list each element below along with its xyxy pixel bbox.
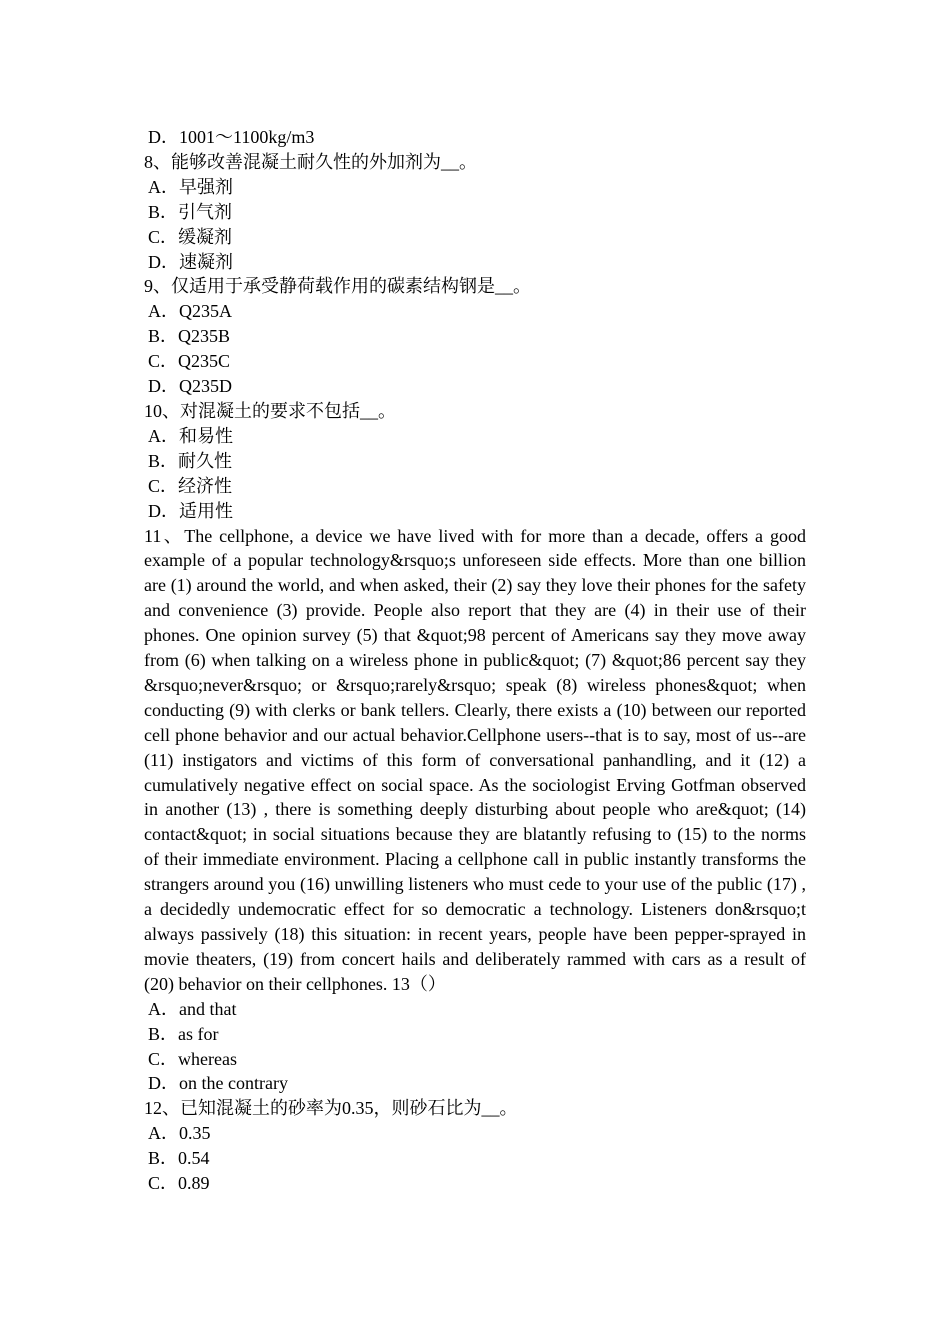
option-a: A．早强剂 — [148, 176, 233, 197]
option-b: B．0.54 — [148, 1148, 210, 1169]
question-10 — [144, 399, 806, 524]
question-8 — [144, 150, 806, 275]
option-d: D．速凝剂 — [148, 251, 233, 272]
option-d: D．1001～1100kg/m3 — [148, 127, 315, 147]
option-a: A．and that — [148, 998, 237, 1019]
option-b: B．Q235B — [148, 326, 231, 347]
question-passage: 11、The cellphone, a device we have lived with for more than a decade, offers a good example of a popular technology&rsquo;s unforeseen side effects. More than one billion are (1) around the world, and when asked, their (2) say they love their phones for the safety and convenience (3) provide. People also report that they are (4) in their use of their phones. One opinion survey (5) that &quot;98 percent of Americans say they move away from (6) when talking on a wireless phone in public&quot; (7) &quot;86 percent say they &rsquo;never&rsquo; or &rsquo;rarely&rsquo; speak (8) wireless phones&quot; when conducting (9) with clerks or bank tellers. Clearly, there exists a (10) between our reported cell phone behavior and our actual behavior.Cellphone users--that is to say, most of us--are (11) instigators and victims of this form of conversational panhandling, and it (12) a cumulatively negative effect on social space. As the sociologist Erving Gotfman observed in another (13) , there is something deeply disturbing about people who are&quot; (14) contact&quot; in social situations because they are blatantly refusing to (15) to the norms of their immediate environment. Placing a cellphone call in public instantly transforms the strangers around you (16) unwilling listeners who must cede to your use of the public (17) , a decidedly undemocratic effect for so democratic a technology. Listeners don&rsquo;t always passively (18) this situation: in recent years, people have been pepper-sprayed in movie theaters, (19) from concert hails and deliberately rammed with cars as a result of (20) behavior on their cellphones. 13（） — [144, 525, 806, 994]
option-c: C．经济性 — [148, 475, 233, 496]
option-b: B．引气剂 — [148, 201, 233, 222]
option-a: A．Q235A — [148, 301, 232, 322]
option-c: C．whereas — [148, 1048, 237, 1069]
option-b: B．耐久性 — [148, 450, 233, 471]
option-c: C．Q235C — [148, 351, 231, 372]
question-stem: 8、能够改善混凝土耐久性的外加剂为__。 — [144, 151, 477, 172]
question-11 — [144, 524, 806, 1097]
option-d: D．适用性 — [148, 500, 233, 521]
option-b: B．as for — [148, 1023, 219, 1044]
option-a: A．和易性 — [148, 425, 233, 446]
document-page — [144, 125, 806, 1196]
option-c: C．缓凝剂 — [148, 226, 233, 247]
option-d: D．on the contrary — [148, 1073, 288, 1094]
question-stem: 9、仅适用于承受静荷载作用的碳素结构钢是__。 — [144, 276, 531, 297]
question-stem: 10、对混凝土的要求不包括__。 — [144, 400, 396, 421]
option-c: C．0.89 — [148, 1173, 210, 1194]
question-12 — [144, 1096, 806, 1196]
option-d: D．Q235D — [148, 376, 232, 397]
question-9 — [144, 274, 806, 399]
option-a: A．0.35 — [148, 1123, 211, 1144]
question-stem: 12、已知混凝土的砂率为0.35，则砂石比为__。 — [144, 1098, 518, 1119]
